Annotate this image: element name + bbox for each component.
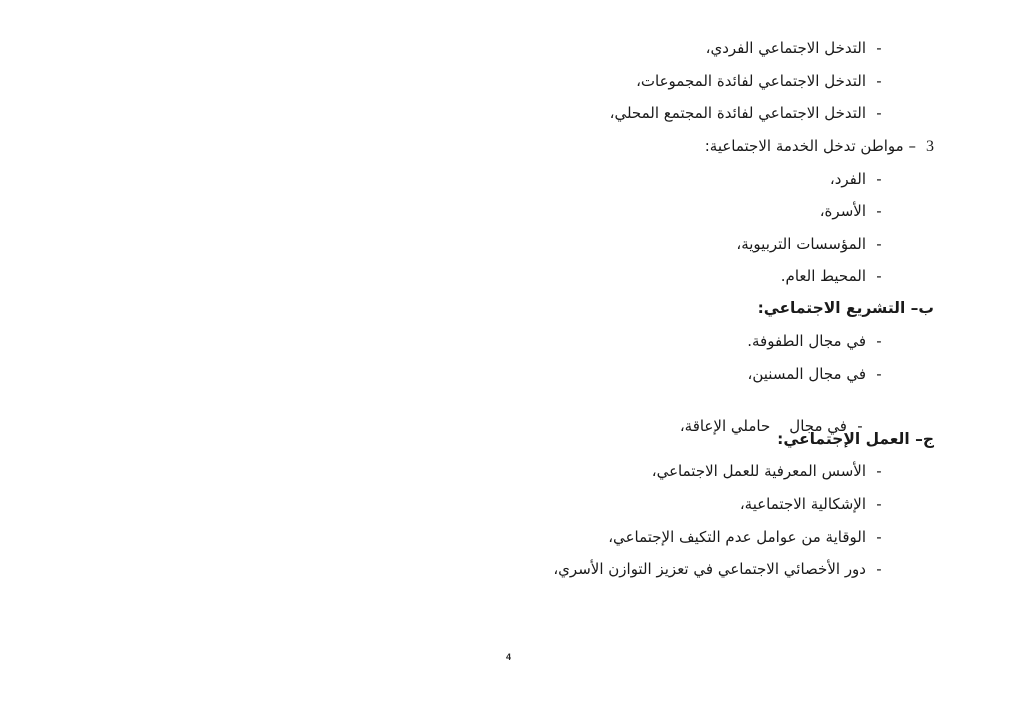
bullet-text: المؤسسات التربيوية، (736, 235, 866, 253)
bullet-text: في مجال الطفوفة. (747, 332, 866, 350)
bullet-text: في مجال المسنين، (747, 365, 866, 383)
bullet-dash: - (876, 528, 882, 546)
bullet-item (610, 103, 892, 123)
bullet-text: التدخل الاجتماعي لفائدة المجتمع المحلي، (609, 104, 866, 122)
bullet-dash: - (876, 267, 882, 285)
bullet-item (706, 38, 892, 58)
bullet-dash: - (876, 202, 882, 220)
bullet-dash: - (876, 365, 882, 383)
section-heading: ب– التشريع الاجتماعي: (757, 299, 934, 317)
bullet-item (830, 169, 892, 189)
bullet-dash: - (876, 235, 882, 253)
bullet-text: التدخل الاجتماعي لفائدة المجموعات، (636, 72, 866, 90)
bullet-text: المحيط العام. (780, 267, 866, 285)
bullet-item (553, 559, 892, 579)
bullet-item (820, 201, 892, 221)
bullet-dash: - (876, 39, 882, 57)
bullet-text: الفرد، (829, 170, 866, 188)
numbered-item (705, 136, 934, 157)
bullet-text: الإشكالية الاجتماعية، (739, 495, 866, 513)
page-number: 4 (506, 652, 512, 662)
bullet-dash: - (857, 417, 863, 435)
bullet-dash: - (876, 560, 882, 578)
bullet-dash: - (876, 462, 882, 480)
bullet-item (748, 364, 893, 384)
item-number: 3 (926, 138, 934, 155)
bullet-item (736, 234, 892, 254)
bullet-text: في مجال حاملي الإعاقة، (679, 417, 847, 435)
bullet-dash: - (876, 170, 882, 188)
bullet-item (652, 461, 892, 481)
bullet-text: الأسس المعرفية للعمل الاجتماعي، (651, 462, 866, 480)
bullet-text: الوقاية من عوامل عدم التكيف الإجتماعي، (608, 528, 866, 546)
bullet-dash: - (876, 332, 882, 350)
bullet-dash: - (876, 104, 882, 122)
section-heading: ج– العمل الإجتماعي: (777, 430, 934, 448)
bullet-item (608, 527, 892, 547)
bullet-item (740, 494, 892, 514)
bullet-dash: - (876, 495, 882, 513)
bullet-dash: - (876, 72, 882, 90)
numbered-text: – مواطن تدخل الخدمة الاجتماعية: (704, 137, 916, 155)
bullet-item (781, 266, 892, 286)
bullet-text: التدخل الاجتماعي الفردي، (705, 39, 866, 57)
bullet-item (747, 331, 892, 351)
bullet-text: الأسرة، (819, 202, 866, 220)
bullet-item (636, 71, 892, 91)
bullet-text: دور الأخصائي الاجتماعي في تعزيز التوازن الأسري، (553, 560, 866, 578)
